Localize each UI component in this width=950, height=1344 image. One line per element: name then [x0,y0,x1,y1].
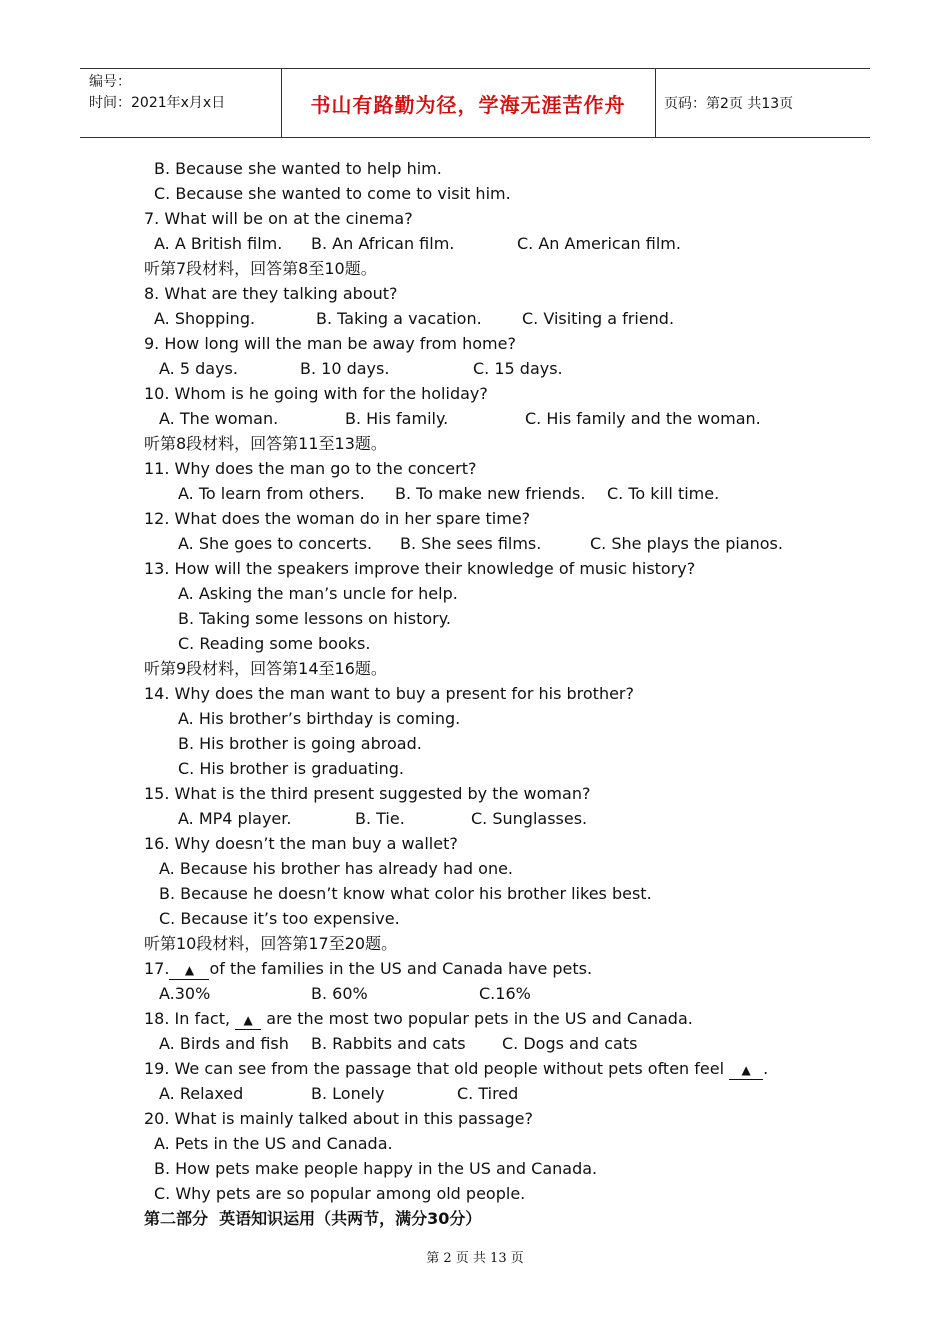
question-text: 12. What does the woman do in her spare time? [144,509,531,528]
option-text: B. Taking some lessons on history. [178,609,451,628]
option-text: C. To kill time. [607,484,720,503]
header-divider [655,69,656,137]
page-info: 页码：第2页 共13页 [664,96,794,112]
option-text: B. 60% [311,984,368,1003]
page-footer: 第 2 页 共 13 页 [426,1251,524,1266]
option-text: B. Rabbits and cats [311,1034,466,1053]
option-text: A. MP4 player. [178,809,292,828]
option-text: C. Dogs and cats [502,1034,638,1053]
option-text: C. Sunglasses. [471,809,588,828]
time-label: 时间：2021年x月x日 [89,95,226,111]
question-text [144,1058,768,1080]
page-header [80,68,870,138]
option-text: B. His family. [345,409,449,428]
option-text: C.16% [479,984,531,1003]
question-rest: are the most two popular pets in the US and Canada. [266,1009,693,1028]
question-text: 8. What are they talking about? [144,284,398,303]
option-text: A. A British film. [154,234,283,253]
option-text: C. Because it’s too expensive. [159,909,400,928]
question-rest: of the families in the US and Canada have pets. [209,959,593,978]
option-text: A. Because his brother has already had one. [159,859,514,878]
option-text: C. An American film. [517,234,681,253]
option-text: B. Because he doesn’t know what color his brother likes best. [159,884,652,903]
section-instruction: 听第7段材料，回答第8至10题。 [144,259,377,278]
section-instruction: 听第10段材料，回答第17至20题。 [144,934,398,953]
option-text: A. His brother’s birthday is coming. [178,709,461,728]
option-text: B. His brother is going abroad. [178,734,422,753]
question-text: 7. What will be on at the cinema? [144,209,413,228]
question-start: 18. In fact, [144,1009,231,1028]
question-end: . [763,1059,769,1078]
question-text: 20. What is mainly talked about in this passage? [144,1109,533,1128]
option-text: B. Tie. [355,809,405,828]
option-text: A. The woman. [159,409,279,428]
number-label: 编号： [89,74,131,90]
option-text: A. Birds and fish [159,1034,289,1053]
option-text: A. Shopping. [154,309,256,328]
section-instruction: 听第8段材料，回答第11至13题。 [144,434,387,453]
option-text: C. Visiting a friend. [522,309,675,328]
option-text: B. 10 days. [300,359,390,378]
section-instruction: 听第9段材料，回答第14至16题。 [144,659,387,678]
question-number: 17. [144,959,170,978]
option-text: B. Because she wanted to help him. [154,159,442,178]
question-text: 9. How long will the man be away from home? [144,334,516,353]
question-text: 11. Why does the man go to the concert? [144,459,477,478]
option-text: A. Relaxed [159,1084,244,1103]
question-text: 15. What is the third present suggested by the woman? [144,784,591,803]
option-text: C. His family and the woman. [525,409,761,428]
header-motto: 书山有路勤为径，学海无涯苦作舟 [310,92,626,117]
option-text: B. To make new friends. [395,484,586,503]
option-text: A. Asking the man’s uncle for help. [178,584,458,603]
option-text: C. Reading some books. [178,634,371,653]
option-text: C. Why pets are so popular among old people. [154,1184,526,1203]
option-text: B. An African film. [311,234,455,253]
answer-blank: ▲ [235,1011,261,1030]
question-text: 16. Why doesn’t the man buy a wallet? [144,834,458,853]
option-text: B. How pets make people happy in the US and Canada. [154,1159,598,1178]
option-text: A. She goes to concerts. [178,534,373,553]
question-start: 19. We can see from the passage that old people without pets often feel [144,1059,725,1078]
question-text: 10. Whom is he going with for the holiday? [144,384,488,403]
question-text [144,958,592,980]
option-text: A.30% [159,984,211,1003]
section-heading: 第二部分 英语知识运用（共两节，满分30分） [144,1209,482,1228]
option-text: A. 5 days. [159,359,238,378]
option-text: B. Lonely [311,1084,385,1103]
question-text [144,1008,693,1030]
option-text: C. Because she wanted to come to visit him. [154,184,511,203]
option-text: C. Tired [457,1084,519,1103]
option-text: B. Taking a vacation. [316,309,482,328]
answer-blank: ▲ [169,961,209,980]
header-left [89,72,225,114]
option-text: A. To learn from others. [178,484,365,503]
question-text: 13. How will the speakers improve their knowledge of music history? [144,559,696,578]
option-text: C. His brother is graduating. [178,759,404,778]
answer-blank: ▲ [729,1061,763,1080]
question-text: 14. Why does the man want to buy a present for his brother? [144,684,634,703]
option-text: C. 15 days. [473,359,563,378]
option-text: B. She sees films. [400,534,542,553]
option-text: A. Pets in the US and Canada. [154,1134,393,1153]
option-text: C. She plays the pianos. [590,534,783,553]
